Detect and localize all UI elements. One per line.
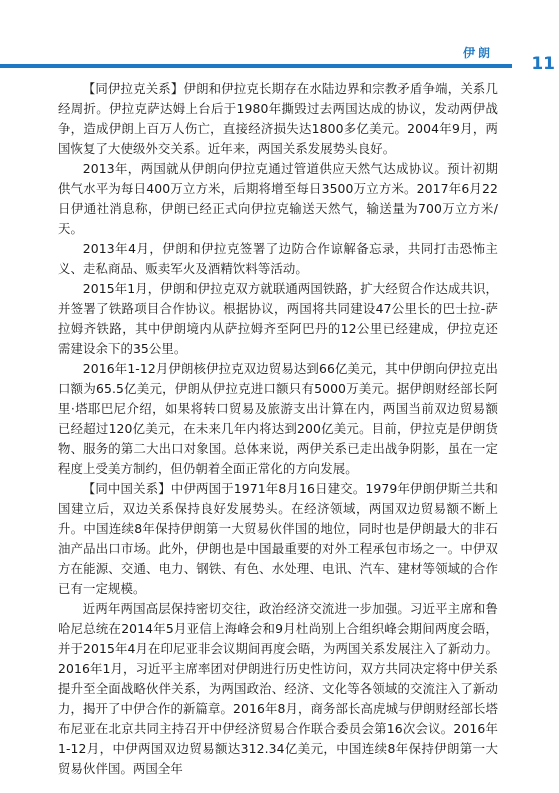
paragraph-text: 近两年两国高层保持密切交往，政治经济交流进一步加强。习近平主席和鲁哈尼总统在2014年5月亚信上海峰会和9月杜尚别上合组织峰会期间两度会晤，并于2015年4月在印尼亚非会议期间再度会晤，为两国关系发展注入了新动力。2016年1月，习近平主席率团对伊朗进行历史性访问，双方共同决定将中伊关系提升至全面战略伙伴关系，为两国政治、经济、文化等各领域的交流注入了新动力，揭开了中伊合作的新篇章。2016年8月，商务部长高虎城与伊朗财经部长塔布尼亚在北京共同主持召开中伊经济贸易合作联合委员会第16次会议。2016年1-12月，中伊两国双边贸易额达312.34亿美元，中国连续8年保持伊朗第一大贸易伙伴国。两国全年: [58, 601, 498, 776]
paragraph: [58, 599, 498, 779]
paragraph-text: 2015年1月，伊朗和伊拉克双方就联通两国铁路，扩大经贸合作达成共识，并签署了铁路项目合作协议。根据协议，两国将共同建设47公里长的巴士拉-萨拉姆齐铁路，其中伊朗境内从萨拉姆齐至阿巴丹的12公里已经建成，伊拉克还需建设余下的35公里。: [58, 281, 498, 356]
body-text: [58, 79, 498, 779]
paragraph: [58, 79, 498, 159]
paragraph-text: 2013年4月，伊朗和伊拉克签署了边防合作谅解备忘录，共同打击恐怖主义、走私商品、贩卖军火及酒精饮料等活动。: [58, 241, 498, 276]
page-number: 11: [531, 54, 555, 74]
running-header-country: 伊朗: [462, 46, 493, 60]
paragraph-text: 伊朗和伊拉克长期存在水陆边界和宗教矛盾争端，关系几经周折。伊拉克萨达姆上台后于1980年撕毁过去两国达成的协议，发动两伊战争，造成伊朗上百万人伤亡，直接经济损失达1800多亿美元。2004年9月，两国恢复了大使级外交关系。近年来，两国关系发展势头良好。: [58, 81, 498, 156]
section-tag: 【同中国关系】: [82, 481, 171, 496]
paragraph: [58, 359, 498, 479]
paragraph: [58, 159, 498, 239]
header-rule: [0, 64, 512, 68]
paragraph-text: 2013年，两国就从伊朗向伊拉克通过管道供应天然气达成协议。预计初期供气水平为每日400万立方米，后期将增至每日3500万立方米。2017年6月22日伊通社消息称，伊朗已经正式向伊拉克输送天然气，输送量为700万立方米/天。: [58, 161, 498, 236]
paragraph: [58, 239, 498, 279]
paragraph: [58, 279, 498, 359]
paragraph-text: 中伊两国于1971年8月16日建交。1979年伊朗伊斯兰共和国建立后，双边关系保持良好发展势头。在经济领域，两国双边贸易额不断上升。中国连续8年保持伊朗第一大贸易伙伴国的地位，同时也是伊朗最大的非石油产品出口市场。此外，伊朗也是中国最重要的对外工程承包市场之一。中伊双方在能源、交通、电力、钢铁、有色、水处理、电讯、汽车、建材等领域的合作已有一定规模。: [58, 481, 499, 596]
paragraph-text: 2016年1-12月伊朗核伊拉克双边贸易达到66亿美元，其中伊朗向伊拉克出口额为65.5亿美元，伊朗从伊拉克进口额只有5000万美元。据伊朗财经部长阿里·塔耶巴尼介绍，如果将转口贸易及旅游支出计算在内，两国当前双边贸易额已经超过120亿美元，在未来几年内将达到200亿美元。目前，伊拉克是伊朗货物、服务的第二大出口对象国。总体来说，两伊关系已走出战争阴影，虽在一定程度上受美方制约，但仍朝着全面正常化的方向发展。: [58, 361, 498, 476]
paragraph: [58, 479, 498, 599]
section-tag: 【同伊拉克关系】: [82, 81, 184, 96]
